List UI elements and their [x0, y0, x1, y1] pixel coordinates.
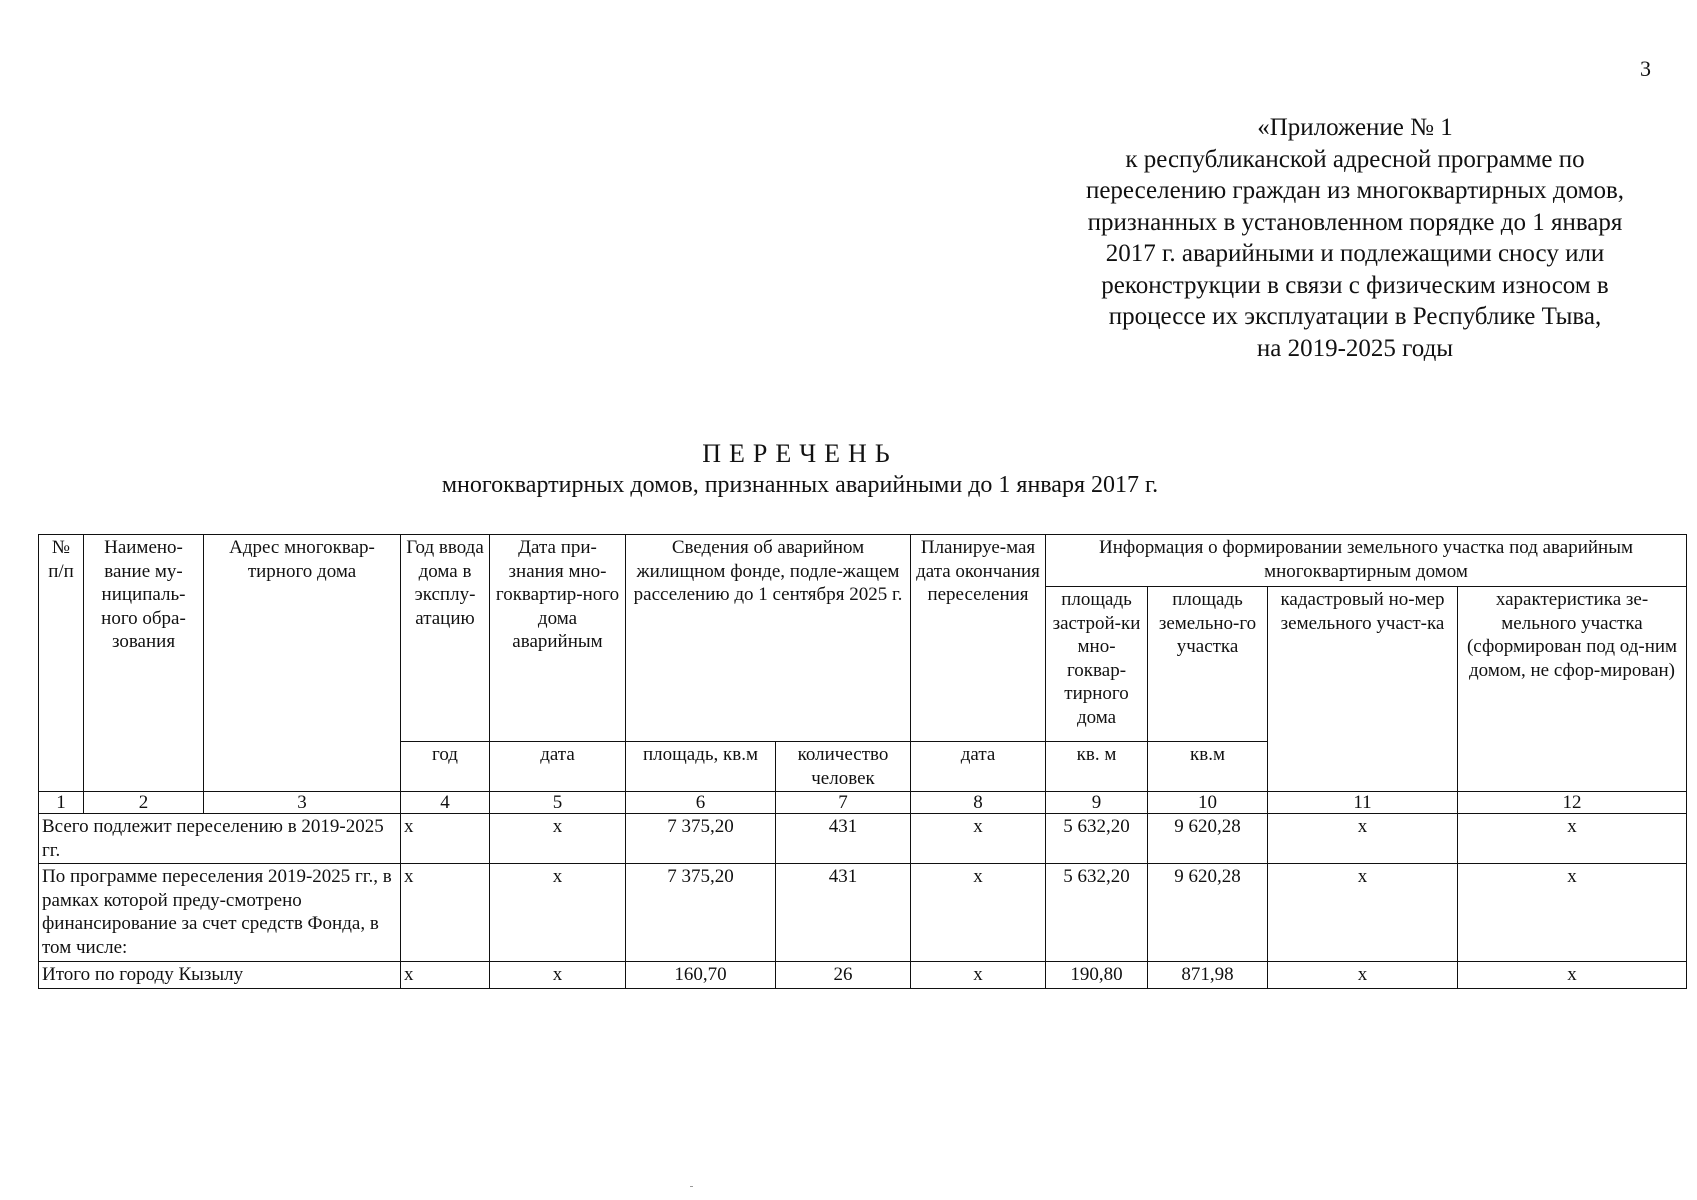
appendix-line: к республиканской адресной программе по: [1125, 145, 1585, 173]
column-number-row: [39, 792, 1687, 814]
appendix-line: 2017 г. аварийными и подлежащими сносу или: [1105, 240, 1605, 267]
housing-list-table: [38, 534, 1687, 989]
row-label: По программе переселения 2019-2025 гг., в рамках которой преду-смотрено финансирование за счет средств Фонда, в том числе:: [39, 864, 401, 962]
table-cell: х: [911, 962, 1046, 989]
header-cell: Адрес многоквар-тирного дома: [204, 535, 401, 792]
table-cell: х: [1268, 962, 1458, 989]
table-cell: 190,80: [1046, 962, 1148, 989]
column-number-cell: 2: [84, 792, 204, 814]
table-cell: х: [490, 814, 626, 864]
document-title: ПЕРЕЧЕНЬ: [702, 439, 898, 468]
table-cell: 7 375,20: [626, 864, 776, 962]
header-cell: характеристика зе-мельного участка (сформирован под од-ним домом, не сфор-мирован): [1458, 587, 1687, 792]
column-number-cell: 5: [490, 792, 626, 814]
column-number-cell: 8: [911, 792, 1046, 814]
table-cell: 431: [776, 814, 911, 864]
document-title-block: [300, 438, 1300, 500]
row-label: Итого по городу Кызылу: [39, 962, 401, 989]
unit-cell: кв. м: [1046, 742, 1148, 792]
header-cell: площадь застрой-ки мно-гоквар-тирного дома: [1046, 587, 1148, 742]
table-cell: х: [401, 962, 490, 989]
table-row: [39, 962, 1687, 989]
table-cell: 5 632,20: [1046, 814, 1148, 864]
column-number-cell: 10: [1148, 792, 1268, 814]
unit-cell: кв.м: [1148, 742, 1268, 792]
table-cell: х: [1458, 864, 1687, 962]
header-cell: Планируе-мая дата окончания переселения: [911, 535, 1046, 742]
scan-mark: [690, 1186, 693, 1187]
column-number-cell: 12: [1458, 792, 1687, 814]
table-cell: х: [401, 864, 490, 962]
header-cell: Дата при-знания мно-гоквартир-ного дома аварийным: [490, 535, 626, 742]
header-cell: Сведения об аварийном жилищном фонде, подле-жащем расселению до 1 сентября 2025 г.: [626, 535, 911, 742]
table-cell: 9 620,28: [1148, 864, 1268, 962]
table-cell: х: [490, 962, 626, 989]
header-cell: Наимено-вание му-ниципаль-ного обра-зования: [84, 535, 204, 792]
table-cell: х: [1458, 962, 1687, 989]
appendix-heading: [1040, 112, 1670, 364]
table-cell: 431: [776, 864, 911, 962]
table-row: [39, 814, 1687, 864]
header-cell: Информация о формировании земельного участка под аварийным многоквартирным домом: [1046, 535, 1687, 587]
unit-cell: количество человек: [776, 742, 911, 792]
table-cell: х: [490, 864, 626, 962]
column-number-cell: 4: [401, 792, 490, 814]
appendix-line: на 2019-2025 годы: [1256, 334, 1454, 362]
table-cell: х: [1268, 814, 1458, 864]
appendix-line: переселению граждан из многоквартирных домов,: [1085, 177, 1625, 204]
appendix-line: процессе их эксплуатации в Республике Тыва,: [1108, 303, 1602, 330]
unit-cell: дата: [911, 742, 1046, 792]
table-cell: х: [1268, 864, 1458, 962]
table-cell: х: [401, 814, 490, 864]
table-cell: х: [911, 864, 1046, 962]
table-cell: х: [1458, 814, 1687, 864]
column-number-cell: 9: [1046, 792, 1148, 814]
table-cell: 7 375,20: [626, 814, 776, 864]
column-number-cell: 11: [1268, 792, 1458, 814]
header-cell: Год ввода дома в эксплу-атацию: [401, 535, 490, 742]
column-number-cell: 3: [204, 792, 401, 814]
unit-cell: дата: [490, 742, 626, 792]
column-number-cell: 1: [39, 792, 84, 814]
header-cell: кадастровый но-мер земельного участ-ка: [1268, 587, 1458, 792]
unit-cell: площадь, кв.м: [626, 742, 776, 792]
column-number-cell: 7: [776, 792, 911, 814]
table-cell: 871,98: [1148, 962, 1268, 989]
unit-cell: год: [401, 742, 490, 792]
table-row: [39, 864, 1687, 962]
header-cell: площадь земельно-го участка: [1148, 587, 1268, 742]
table-cell: 26: [776, 962, 911, 989]
table-cell: 9 620,28: [1148, 814, 1268, 864]
table-cell: 160,70: [626, 962, 776, 989]
row-label: Всего подлежит переселению в 2019-2025 гг.: [39, 814, 401, 864]
appendix-line: «Приложение № 1: [1257, 114, 1453, 141]
page-number: 3: [1640, 56, 1651, 81]
appendix-line: признанных в установленном порядке до 1 января: [1087, 208, 1623, 236]
header-cell: № п/п: [39, 535, 84, 792]
table-cell: 5 632,20: [1046, 864, 1148, 962]
appendix-line: реконструкции в связи с физическим износом в: [1101, 271, 1609, 299]
table-cell: х: [911, 814, 1046, 864]
column-number-cell: 6: [626, 792, 776, 814]
document-subtitle: многоквартирных домов, признанных аварийными до 1 января 2017 г.: [441, 472, 1159, 498]
table-header-row: [39, 535, 1687, 587]
